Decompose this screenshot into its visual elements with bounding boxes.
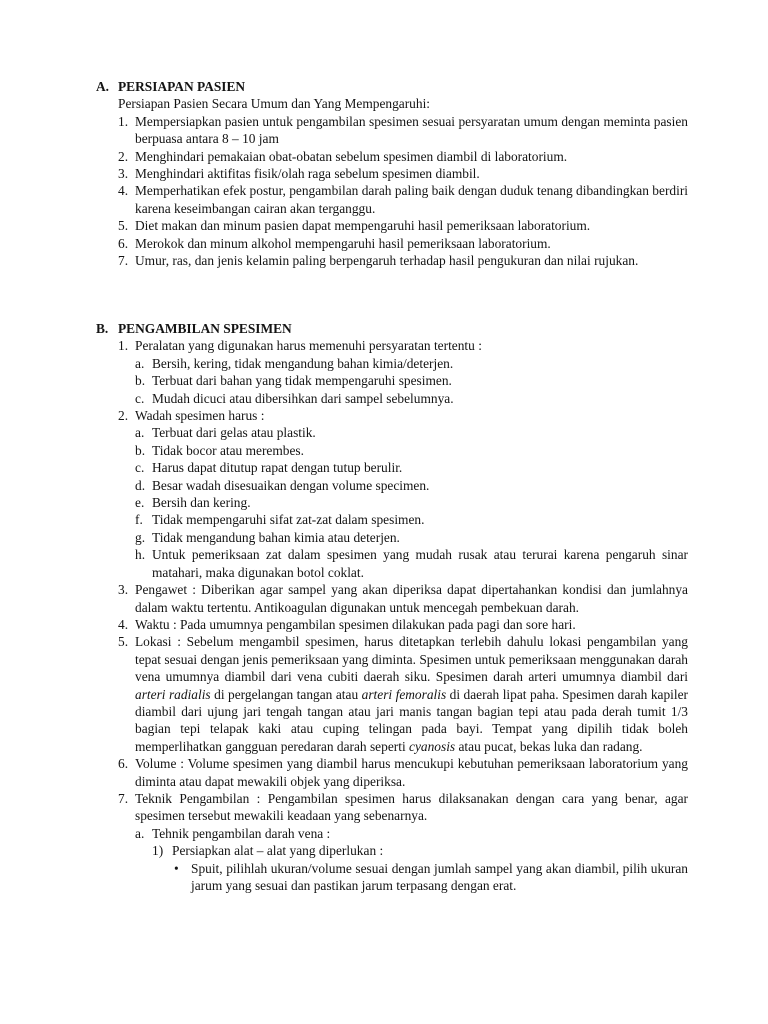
item-number: 3. — [118, 166, 129, 182]
italic-term: arteri femoralis — [361, 686, 447, 702]
list-item — [118, 113, 688, 148]
item-body — [135, 790, 688, 894]
list-item — [118, 755, 688, 790]
sub-item-letter: a. — [135, 825, 145, 841]
sub-item-text: Tidak bocor atau merembes. — [152, 442, 304, 458]
section-a-list — [96, 113, 688, 270]
sub-item-text: Terbuat dari gelas atau plastik. — [152, 425, 316, 441]
item-text: Merokok dan minum alkohol mempengaruhi hasil pemeriksaan laboratorium. — [135, 235, 551, 251]
item-number: 1. — [118, 338, 129, 354]
item-number: 4. — [118, 183, 129, 199]
sub-list-item — [135, 529, 688, 546]
item-text: Waktu : Pada umumnya pengambilan spesimen dilakukan pada pagi dan sore hari. — [135, 616, 576, 632]
sub-list-item — [135, 825, 688, 842]
item-body — [135, 337, 688, 407]
list-item — [118, 252, 688, 269]
item-text: Umur, ras, dan jenis kelamin paling berpengaruh terhadap hasil pengukuran dan nilai rujukan. — [135, 253, 639, 269]
sub-list — [135, 355, 688, 407]
item-number: 7. — [118, 790, 129, 806]
sub-list-item — [135, 442, 688, 459]
bullet-list — [172, 860, 688, 895]
item-number: 1. — [118, 113, 129, 129]
list-item — [118, 407, 688, 581]
sub-item-letter: c. — [135, 460, 145, 476]
sub-list-item — [135, 546, 688, 581]
text-run: di pergelangan tangan atau — [210, 686, 362, 702]
section-a-letter: A. — [96, 79, 110, 94]
sub-list-item — [135, 372, 688, 389]
sub-item-text: Mudah dicuci atau dibersihkan dari sampel sebelumnya. — [152, 390, 454, 406]
section-a-intro: Persiapan Pasien Secara Umum dan Yang Mempengaruhi: — [118, 96, 431, 112]
list-item — [118, 790, 688, 894]
list-item — [118, 633, 688, 755]
item-number: 7. — [118, 253, 129, 269]
step-number: 1) — [152, 843, 164, 859]
sub-list-item — [135, 477, 688, 494]
item-text: Menghindari pemakaian obat-obatan sebelum spesimen diambil di laboratorium. — [135, 148, 568, 164]
item-number: 5. — [118, 218, 129, 234]
sub-item-letter: d. — [135, 477, 146, 493]
sub-item-letter: c. — [135, 390, 145, 406]
sub-item-text: Bersih, kering, tidak mengandung bahan kimia/deterjen. — [152, 355, 454, 371]
sub-item-letter: a. — [135, 425, 145, 441]
bullet-item — [172, 860, 688, 895]
list-item — [118, 581, 688, 616]
item-text: Menghindari aktifitas fisik/olah raga sebelum spesimen diambil. — [135, 166, 480, 182]
sub-list-item — [135, 511, 688, 528]
item-text: Pengawet : Diberikan agar sampel yang akan diperiksa dapat dipertahankan kondisi dan jumlahnya dalam waktu tertentu. Antikoagulan digunakan untuk mencegah pembekuan darah. — [135, 582, 688, 615]
item-text: Memperhatikan efek postur, pengambilan darah paling baik dengan duduk tenang dibandingkan berdiri karena keseimbangan cairan akan terganggu. — [135, 183, 688, 216]
sub-item-letter: h. — [135, 547, 146, 563]
item-text: Peralatan yang digunakan harus memenuhi persyaratan tertentu : — [135, 338, 482, 354]
section-a-heading — [96, 78, 688, 95]
item-text: Teknik Pengambilan : Pengambilan spesimen harus dilaksanakan dengan cara yang benar, agar spesimen tersebut mewakili keadaan yang sebenarnya. — [135, 790, 688, 824]
sub-item-letter: a. — [135, 355, 145, 371]
italic-term: cyanosis — [409, 738, 456, 754]
sub-list — [135, 424, 688, 581]
list-item — [118, 165, 688, 182]
sub-item-text: Besar wadah disesuaikan dengan volume specimen. — [152, 477, 430, 493]
sub-item-text: Tidak mempengaruhi sifat zat-zat dalam spesimen. — [152, 512, 425, 528]
list-item — [118, 148, 688, 165]
sub-item-text: Untuk pemeriksaan zat dalam spesimen yang mudah rusak atau terurai karena pengaruh sinar matahari, maka digunakan botol coklat. — [152, 547, 688, 580]
bullet-text: Spuit, pilihlah ukuran/volume sesuai dengan jumlah sampel yang akan diambil, pilih ukuran jarum yang sesuai dan pastikan jarum terpasang dengan erat. — [191, 860, 688, 893]
section-b-list — [96, 337, 688, 894]
sub-list-item — [135, 494, 688, 511]
sub-list-item — [135, 355, 688, 372]
item-number: 2. — [118, 408, 129, 424]
list-item — [118, 217, 688, 234]
sub-item-text: Harus dapat ditutup rapat dengan tutup berulir. — [152, 460, 403, 476]
item-text: Diet makan dan minum pasien dapat mempengaruhi hasil pemeriksaan laboratorium. — [135, 218, 591, 234]
sub-list-item — [135, 424, 688, 441]
sub-item-body — [152, 825, 688, 842]
section-a-title: PERSIAPAN PASIEN — [118, 79, 246, 94]
section-b-letter: B. — [96, 321, 109, 336]
sub-item-text: Bersih dan kering. — [152, 495, 251, 511]
list-item — [118, 616, 688, 633]
list-item — [118, 337, 688, 407]
sub-item-letter: f. — [135, 512, 143, 528]
section-b-title: PENGAMBILAN SPESIMEN — [118, 321, 292, 336]
item-number: 6. — [118, 756, 129, 772]
italic-term: arteri radialis — [135, 686, 211, 702]
sub-list-item — [135, 390, 688, 407]
list-item — [118, 235, 688, 252]
sub-item-letter: b. — [135, 373, 146, 389]
text-run: atau pucat, bekas luka dan radang. — [455, 738, 643, 754]
text-run: Lokasi : Sebelum mengambil spesimen, harus ditetapkan terlebih dahulu lokasi pengambilan yang tepat sesuai dengan jenis pemeriksaan yang diminta. Spesimen untuk pemeriksaan menggunakan darah vena umumnya diambil dari vena cubiti daerah siku. Spesimen darah arteri umumnya diambil dari — [135, 634, 688, 685]
sub-item-text: Terbuat dari bahan yang tidak mempengaruhi spesimen. — [152, 373, 452, 389]
sub-item-letter: b. — [135, 442, 146, 458]
item-text: Volume : Volume spesimen yang diambil harus mencukupi kebutuhan pemeriksaan laboratorium yang diminta atau dapat mewakili objek yang diperiksa. — [135, 756, 688, 789]
section-b — [96, 320, 688, 894]
item-text: Mempersiapkan pasien untuk pengambilan spesimen sesuai persyaratan umum dengan meminta pasien berpuasa antara 8 – 10 jam — [135, 113, 688, 147]
section-a — [96, 78, 688, 269]
item-text: Wadah spesimen harus : — [135, 408, 265, 424]
section-b-heading — [96, 320, 688, 337]
list-item — [118, 182, 688, 217]
item-number: 3. — [118, 582, 129, 598]
item-number: 2. — [118, 148, 129, 164]
item-text-lokasi — [135, 633, 688, 755]
sub-list — [135, 825, 688, 842]
step-item — [152, 842, 688, 859]
item-number: 4. — [118, 616, 129, 632]
item-number: 6. — [118, 235, 129, 251]
sub-item-text: Tehnik pengambilan darah vena : — [152, 825, 331, 841]
step-text: Persiapkan alat – alat yang diperlukan : — [172, 843, 384, 859]
bullet-icon: • — [174, 860, 179, 876]
sub-list-item — [135, 459, 688, 476]
sub-item-letter: g. — [135, 529, 146, 545]
sub-item-letter: e. — [135, 495, 145, 511]
sub-item-text: Tidak mengandung bahan kimia atau deterjen. — [152, 529, 400, 545]
text-run: di daerah lipat paha. Spesimen darah kapiler diambil dari ujung jari tengah tangan atau jari manis tangan bagian tepi atau pada derah tumit 1/3 bagian tepi telapak kaki atau cuping telingan pada bayi. Tempat yang dipilih tidak boleh memperlihatkan gangguan peredaran darah seperti — [135, 686, 688, 754]
item-number: 5. — [118, 634, 129, 650]
item-body — [135, 407, 688, 581]
